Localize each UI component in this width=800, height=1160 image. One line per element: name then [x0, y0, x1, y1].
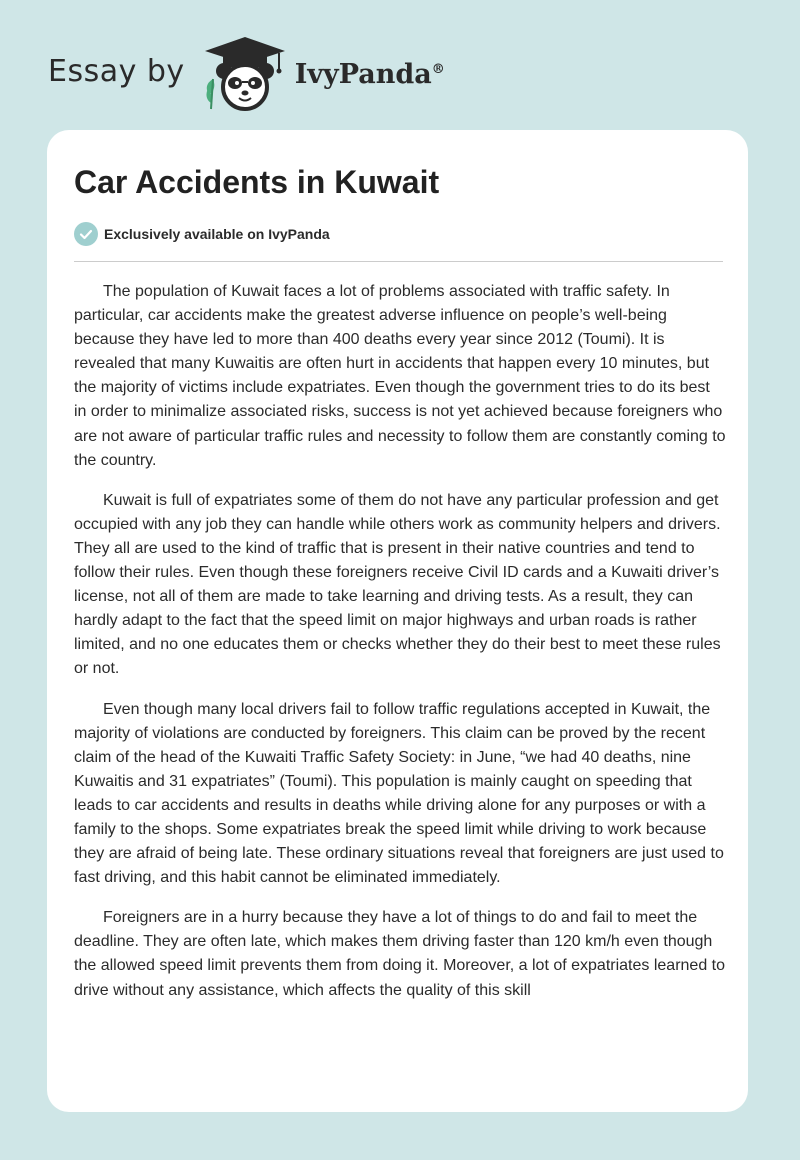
- essay-card: [47, 130, 748, 1112]
- paragraph: Kuwait is full of expatriates some of them do not have any particular profession and get occupied with any job they can handle while others work as community helpers and drivers. They all are used to the kind of traffic that is present in their native countries and tend to follow their rules. Even though these foreigners receive Civil ID cards and a Kuwaiti driver’s license, not all of them are made to take learning and driving tests. As a result, they can hardly adapt to the fact that the speed limit on major highways and urban roads is rather limited, and no one educates them or checks whether they do their best to meet these rules or not.: [74, 491, 721, 678]
- brand-name-text: IvyPanda: [294, 58, 432, 90]
- brand-name: [295, 59, 445, 90]
- paragraph: The population of Kuwait faces a lot of problems associated with traffic safety. In particular, car accidents make the greatest adverse influence on people’s well-being because they have led to more than 400 deaths every year since 2012 (Toumi). It is revealed that many Kuwaitis are often hurt in accidents that happen every 10 minutes, but the majority of victims include expatriates. Even though the government tries to do its best in order to minimalize associated risks, success is not yet achieved because foreigners who are not aware of particular traffic rules and necessity to follow them are constantly coming to the country.: [74, 283, 726, 469]
- essay-by-label: Essay by: [48, 53, 185, 89]
- brand-header: [48, 28, 445, 118]
- panda-mascot-icon: [199, 33, 291, 113]
- divider: [74, 261, 723, 262]
- paragraph: Foreigners are in a hurry because they have a lot of things to do and fail to meet the deadline. They are often late, which makes them driving faster than 120 km/h even though the allowed speed limit prevents them from doing it. Moreover, a lot of expatriates learned to drive without any assistance, which affects the quality of this skill: [74, 909, 726, 999]
- essay-body: [74, 280, 726, 1019]
- availability-text: Exclusively available on IvyPanda: [104, 226, 330, 242]
- paragraph: Even though many local drivers fail to follow traffic regulations accepted in Kuwait, the majority of violations are conducted by foreigners. This claim can be proved by the recent claim of the head of the Kuwaiti Traffic Safety Society: in June, “we had 40 deaths, nine Kuwaitis and 31 expatriates” (Toumi). This population is mainly caught on speeding that leads to car accidents and results in deaths while driving alone for any purposes or with a family to the shops. Some expatriates break the speed limit while driving to work because they are afraid of being late. These ordinary situations reveal that foreigners are just used to fast driving, and this habit cannot be eliminated immediately.: [74, 700, 724, 887]
- page-title: Car Accidents in Kuwait: [74, 164, 440, 200]
- availability-badge: [74, 222, 330, 246]
- registered-mark: ®: [431, 61, 445, 77]
- check-circle-icon: [74, 222, 98, 246]
